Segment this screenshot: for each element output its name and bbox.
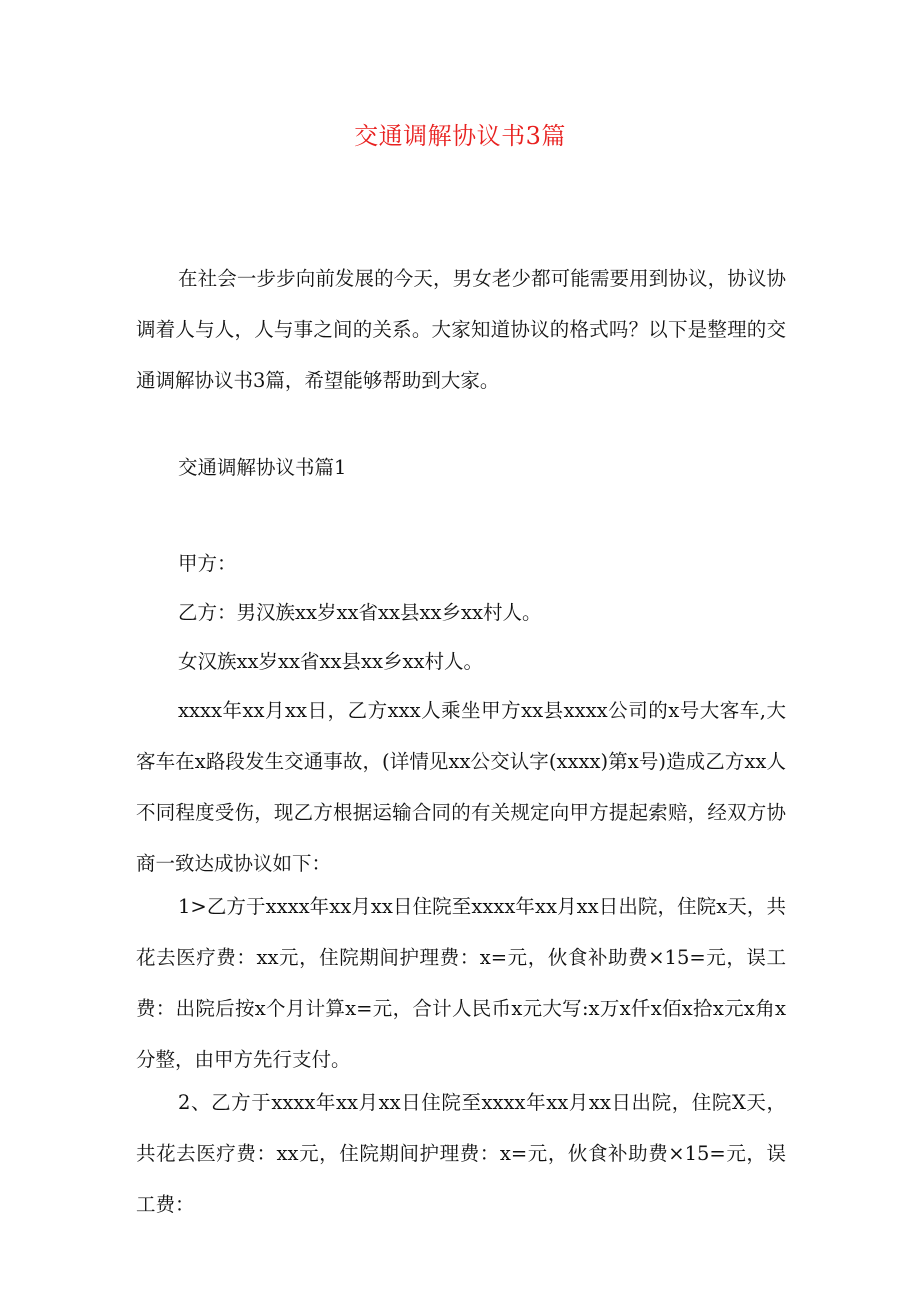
party-b-line: 乙方：男汉族xx岁xx省xx县xx乡xx村人。 — [178, 601, 542, 624]
accident-paragraph: xxxx年xx月xx日，乙方xxx人乘坐甲方xx县xxxx公司的x号大客车,大客车在x路段发生交通事故，(详情见xx公交认字(xxxx)第x号)造成乙方xx人不同程度受伤，现乙方根据运输合同的有关规定向甲方提起索赔，经双方协商一致达成协议如下： — [136, 699, 786, 875]
agreement-item-1: 1>乙方于xxxx年xx月xx日住院至xxxx年xx月xx日出院，住院x天，共花去医疗费：xx元，住院期间护理费：x=元，伙食补助费×15=元，误工费：出院后按x个月计算x=元，合计人民币x元大写:x万x仟x佰x拾x元x角x分整，由甲方先行支付。 — [136, 895, 786, 1071]
intro-paragraph: 在社会一步步向前发展的今天，男女老少都可能需要用到协议，协议协调着人与人，人与事之间的关系。大家知道协议的格式吗？以下是整理的交通调解协议书3篇，希望能够帮助到大家。 — [136, 267, 786, 392]
agreement-item-2: 2、乙方于xxxx年xx月xx日住院至xxxx年xx月xx日出院，住院X天，共花去医疗费：xx元，住院期间护理费：x=元，伙食补助费×15=元，误工费： — [136, 1091, 786, 1216]
document-title: 交通调解协议书3篇 — [354, 122, 566, 150]
section-heading: 交通调解协议书篇1 — [178, 456, 347, 479]
party-b-second-line: 女汉族xx岁xx省xx县xx乡xx村人。 — [178, 650, 483, 673]
party-a-line: 甲方： — [178, 552, 237, 575]
